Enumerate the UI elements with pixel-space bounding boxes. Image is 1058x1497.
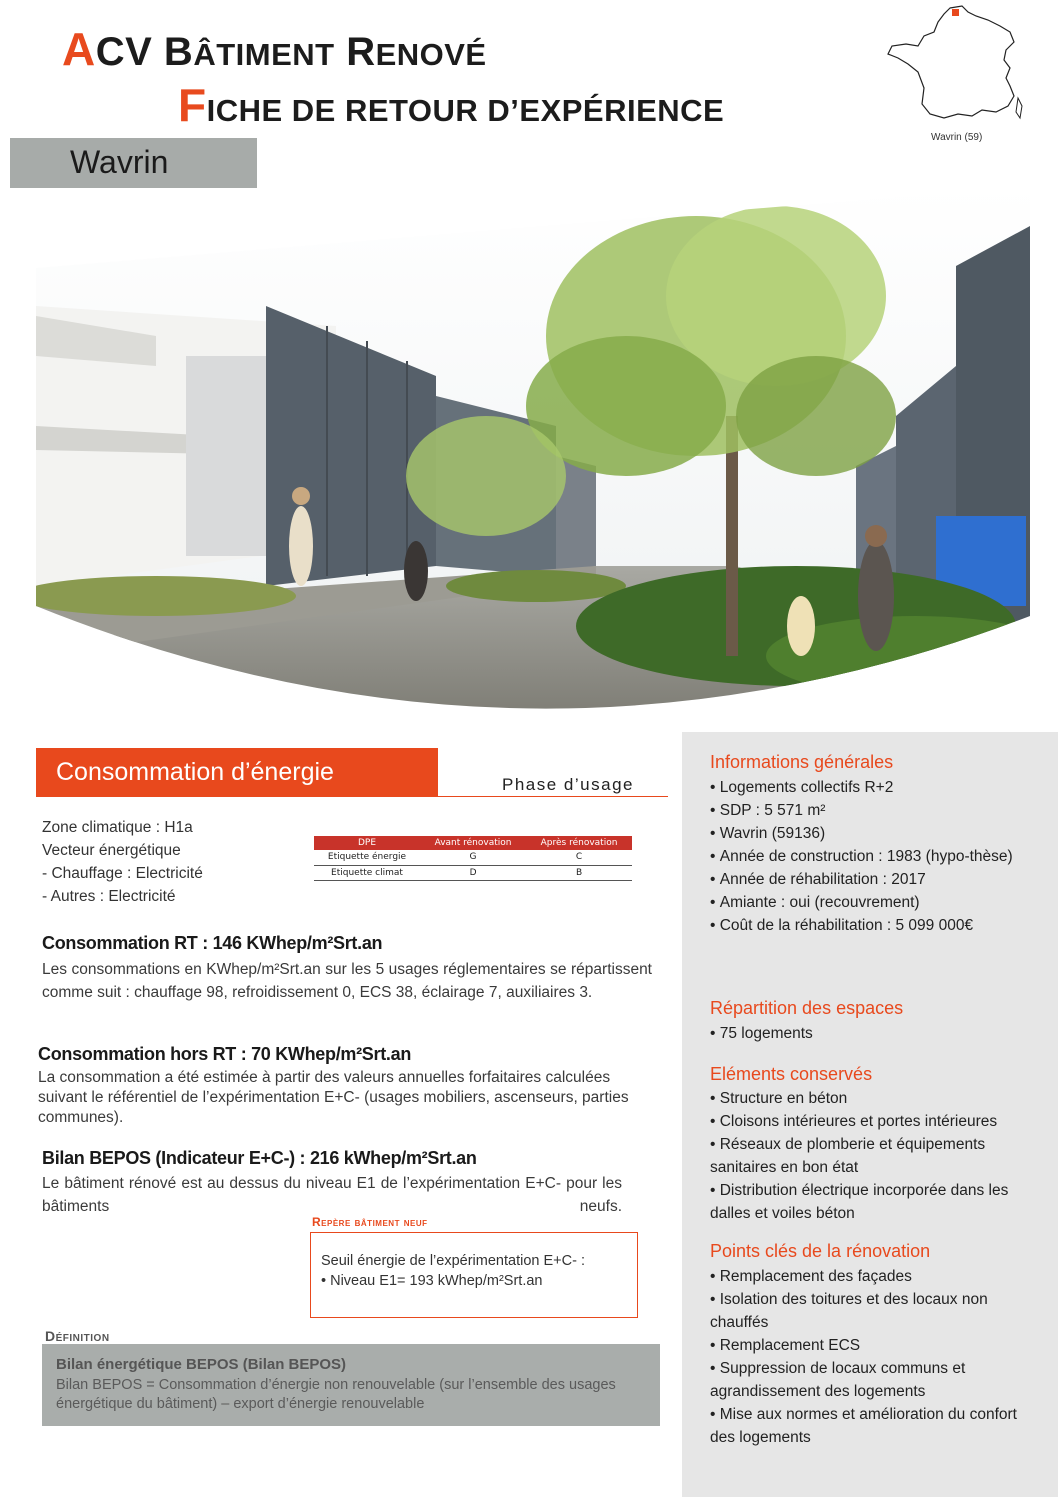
rt-heading: Consommation RT : 146 KWhep/m²Srt.an — [42, 933, 383, 953]
general-info-list — [710, 776, 1040, 937]
list-item: • Cloisons intérieures et portes intérieures — [710, 1110, 1040, 1133]
preserved-list — [710, 1087, 1040, 1225]
title-part: R — [334, 30, 376, 74]
list-item: • Logements collectifs R+2 — [710, 776, 1040, 799]
list-item: • Remplacement des façades — [710, 1265, 1040, 1288]
title-part: ENOVÉ — [375, 37, 487, 72]
list-item: • Remplacement ECS — [710, 1334, 1040, 1357]
subtitle-part: ICHE DE RETOUR D’EXPÉRIENCE — [206, 93, 725, 128]
list-item: • Isolation des toitures et des locaux non chauffés — [710, 1288, 1040, 1334]
title-initial-a: A — [62, 23, 96, 75]
table-header: DPE — [314, 836, 420, 850]
list-item: • Amiante : oui (recouvrement) — [710, 891, 1040, 914]
france-map-icon — [878, 2, 1028, 130]
table-header: Après rénovation — [526, 836, 632, 850]
bepos-heading: Bilan BEPOS (Indicateur E+C-) : 216 kWhep/m²Srt.an — [42, 1148, 477, 1168]
consumption-banner — [36, 748, 438, 796]
subtitle-initial-f: F — [178, 79, 207, 131]
zone-line: Zone climatique : H1a — [42, 819, 193, 836]
rt-text: Les consommations en KWhep/m²Srt.an sur les 5 usages réglementaires se répartissent comme suit : chauffage 98, refroidissement 0, ECS 38, éclairage 7, auxiliaires 3. — [42, 961, 652, 1001]
info-sidebar — [682, 732, 1058, 1497]
title-part: CV B — [95, 30, 194, 74]
city-name: Wavrin — [70, 144, 169, 180]
table-cell: B — [526, 865, 632, 880]
consumption-title: Consommation d’énergie — [56, 758, 334, 786]
key-points-heading: Points clés de la rénovation — [710, 1241, 931, 1261]
map-caption: Wavrin (59) — [931, 132, 983, 143]
repere-box — [310, 1232, 638, 1318]
hors-rt-heading: Consommation hors RT : 70 KWhep/m²Srt.an — [38, 1044, 412, 1064]
table-cell: Etiquette climat — [314, 865, 420, 880]
list-item: • Wavrin (59136) — [710, 822, 1040, 845]
repere-line: • Niveau E1= 193 kWhep/m²Srt.an — [321, 1273, 543, 1289]
zone-line: Vecteur énergétique — [42, 842, 181, 859]
list-item: • Structure en béton — [710, 1087, 1040, 1110]
title-part: ÂTIMENT — [193, 37, 335, 72]
list-item: • Distribution électrique incorporée dans les dalles et voiles béton — [710, 1179, 1040, 1225]
location-marker — [952, 9, 959, 16]
preserved-heading: Eléments conservés — [710, 1064, 873, 1084]
phase-label: Phase d’usage — [502, 775, 634, 794]
table-cell: G — [420, 850, 526, 865]
key-points-list — [710, 1265, 1040, 1449]
list-item: • Mise aux normes et amélioration du confort des logements — [710, 1403, 1040, 1449]
list-item: • Année de réhabilitation : 2017 — [710, 868, 1040, 891]
table-cell: C — [526, 850, 632, 865]
list-item: • Année de construction : 1983 (hypo-thèse) — [710, 845, 1040, 868]
table-header: Avant rénovation — [420, 836, 526, 850]
definition-title: Bilan énergétique BEPOS (Bilan BEPOS) — [56, 1356, 347, 1373]
definition-label: Définition — [45, 1328, 110, 1344]
dpe-table — [314, 836, 632, 881]
table-row — [314, 850, 632, 865]
list-item: • Coût de la réhabilitation : 5 099 000€ — [710, 914, 1040, 937]
hors-rt-text: La consommation a été estimée à partir des valeurs annuelles forfaitaires calculées suivant le référentiel de l’expérimentation E+C- (usages mobiliers, ascenseurs, parties communes). — [38, 1069, 629, 1126]
general-info-heading: Informations générales — [710, 752, 894, 772]
list-item: • SDP : 5 571 m² — [710, 799, 1040, 822]
table-cell: D — [420, 865, 526, 880]
hero-image — [36, 186, 1030, 720]
repere-line: Seuil énergie de l’expérimentation E+C- : — [321, 1253, 585, 1269]
page-title — [62, 22, 487, 76]
table-cell: Etiquette énergie — [314, 850, 420, 865]
page-subtitle — [178, 78, 724, 132]
bepos-text: Le bâtiment rénové est au dessus du niveau E1 de l’expérimentation E+C- pour les bâtiments neufs. — [42, 1175, 622, 1215]
list-item: • Réseaux de plomberie et équipements sanitaires en bon état — [710, 1133, 1040, 1179]
spaces-list — [710, 1022, 1040, 1045]
spaces-heading: Répartition des espaces — [710, 998, 904, 1018]
definition-text: Bilan BEPOS = Consommation d’énergie non renouvelable (sur l’ensemble des usages énergétique du bâtiment) – export d’énergie renouvelable — [56, 1377, 616, 1412]
table-header-row — [314, 836, 632, 850]
section-divider — [36, 796, 668, 797]
zone-line: - Chauffage : Electricité — [42, 865, 203, 882]
zone-info — [42, 816, 203, 908]
table-row — [314, 865, 632, 880]
city-bar — [10, 138, 257, 188]
list-item: • Suppression de locaux communs et agrandissement des logements — [710, 1357, 1040, 1403]
definition-box — [42, 1344, 660, 1426]
list-item: • 75 logements — [710, 1022, 1040, 1045]
repere-title: Repère bâtiment neuf — [312, 1215, 428, 1229]
zone-line: - Autres : Electricité — [42, 888, 176, 905]
